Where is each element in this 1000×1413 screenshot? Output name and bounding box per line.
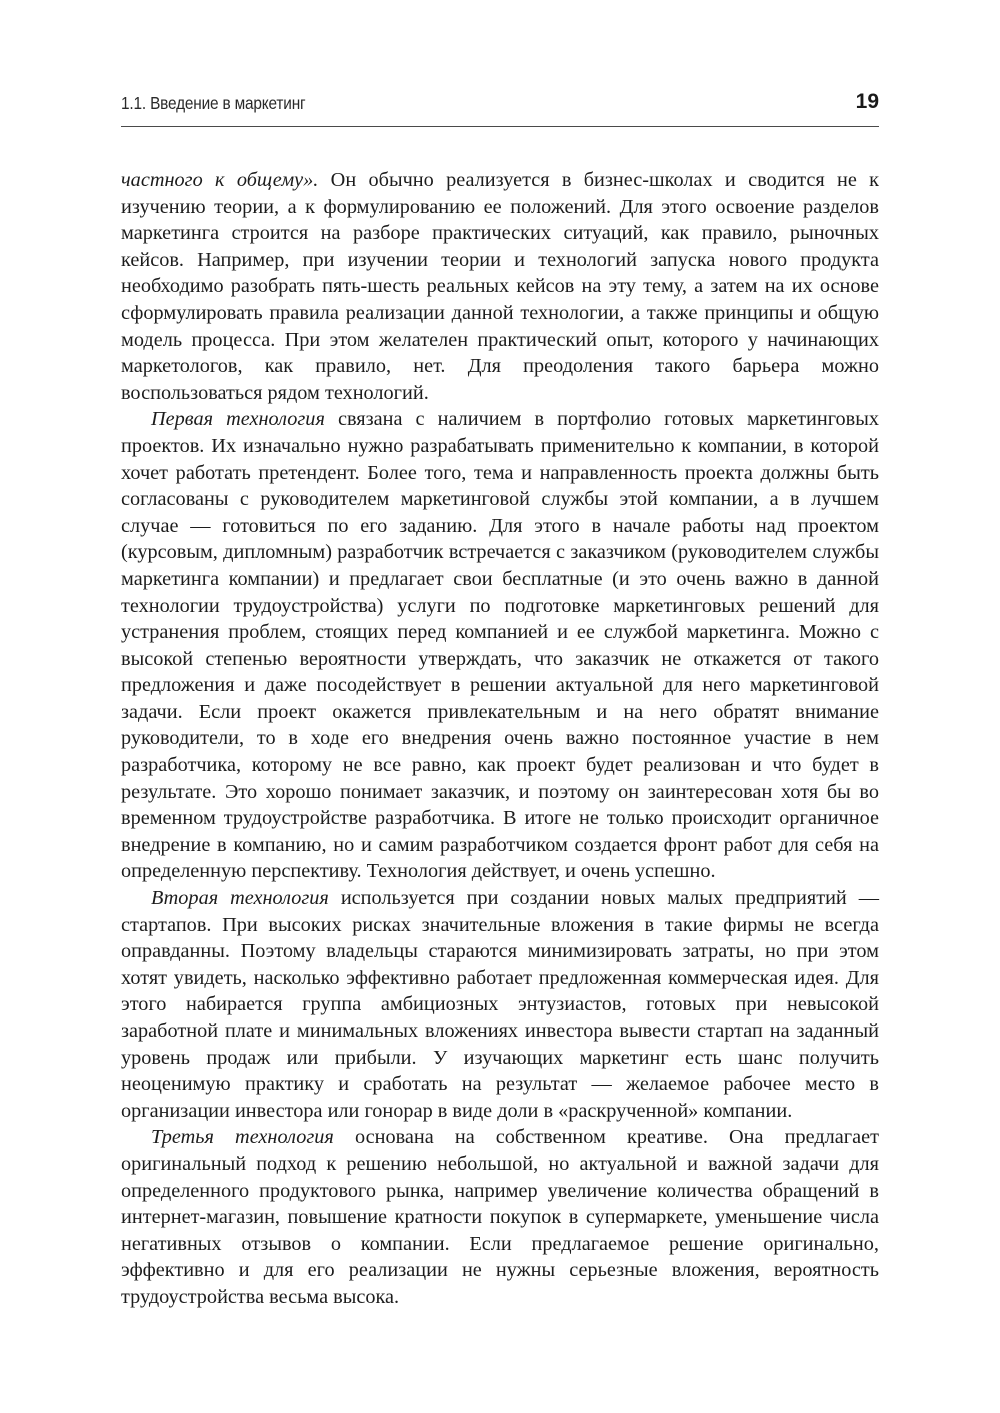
paragraph-lead-italic: частного к общему». [121, 169, 319, 191]
paragraph-text: основана на собственном креативе. Она предлагает оригинальный подход к решению небольшой, но актуальной и важной задачи для определенного продуктового рынка, например увеличение количества обращений в интернет-магазин, повышение кратности покупок в супермаркете, уменьшение числа негативных отзывов о компании. Если предлагаемое решение оригинально, эффективно и для его реализации не нужны серьезные вложения, вероятность трудоустройства весьма высока. [121, 1126, 879, 1308]
paragraph-text: используется при создании новых малых предприятий — стартапов. При высоких рисках значительные вложения в такие фирмы не всегда оправданны. Поэтому владельцы стараются минимизировать затраты, но при этом хотят увидеть, насколько эффективно работает предложенная коммерческая идея. Для этого набирается группа амбициозных энтузиастов, готовых при невысокой заработной плате и минимальных вложениях инвестора вывести стартап на заданный уровень продаж или прибыли. У изучающих маркетинг есть шанс получить неоценимую практику и сработать на результат — желаемое рабочее место в организации инвестора или гонорар в виде доли в «раскрученной» компании. [121, 887, 879, 1122]
paragraph-lead-italic: Первая технология [151, 408, 325, 431]
body-text [121, 167, 879, 1311]
running-header [121, 90, 879, 127]
paragraph-first-technology [121, 406, 879, 885]
paragraph-continuation [121, 167, 879, 406]
section-title: 1.1. Введение в маркетинг [121, 93, 306, 113]
paragraph-lead-italic: Третья технология [151, 1126, 334, 1149]
page-number: 19 [855, 90, 879, 113]
paragraph-lead-italic: Вторая технология [151, 887, 329, 910]
paragraph-second-technology [121, 885, 879, 1124]
paragraph-text: Он обычно реализуется в бизнес-школах и сводится не к изучению теории, а к формулированию ее положений. Для этого освоение разделов маркетинга строится на разборе практических ситуаций, как правило, рыночных кейсов. Например, при изучении теории и технологий запуска нового продукта необходимо разобрать пять-шесть реальных кейсов на эту тему, а затем на их основе сформулировать правила реализации данной технологии, а также принципы и общую модель процесса. При этом желателен практический опыт, которого у начинающих маркетологов, как правило, нет. Для преодоления такого барьера можно воспользоваться рядом технологий. [121, 169, 880, 404]
paragraph-text: связана с наличием в портфолио готовых маркетинговых проектов. Их изначально нужно разрабатывать применительно к компании, в которой хочет работать претендент. Более того, тема и направленность проекта должны быть согласованы с руководителем маркетинговой службы этой компании, а в лучшем случае — готовиться по его заданию. Для этого в начале работы над проектом (курсовым, дипломным) разработчик встречается с заказчиком (руководителем службы маркетинга компании) и предлагает свои бесплатные (и это очень важно в данной технологии трудоустройства) услуги по подготовке маркетинговых решений для устранения проблем, стоящих перед компанией и ее службой маркетинга. Можно с высокой степенью вероятности утверждать, что заказчик не откажется от такого предложения и даже посодействует в решении актуальной для него маркетинговой задачи. Если проект окажется привлекательным и на него обратят внимание руководители, то в ходе его внедрения очень важно постоянное участие в нем разработчика, которому не все равно, как проект будет реализован и что будет в результате. Это хорошо понимает заказчик, и поэтому он заинтересован хотя бы во временном трудоустройстве разработчика. В итоге не только происходит органичное внедрение в компанию, но и самим разработчиком создается фронт работ для себя на определенную перспективу. Технология действует, и очень успешно. [121, 408, 879, 883]
paragraph-third-technology [121, 1124, 879, 1310]
